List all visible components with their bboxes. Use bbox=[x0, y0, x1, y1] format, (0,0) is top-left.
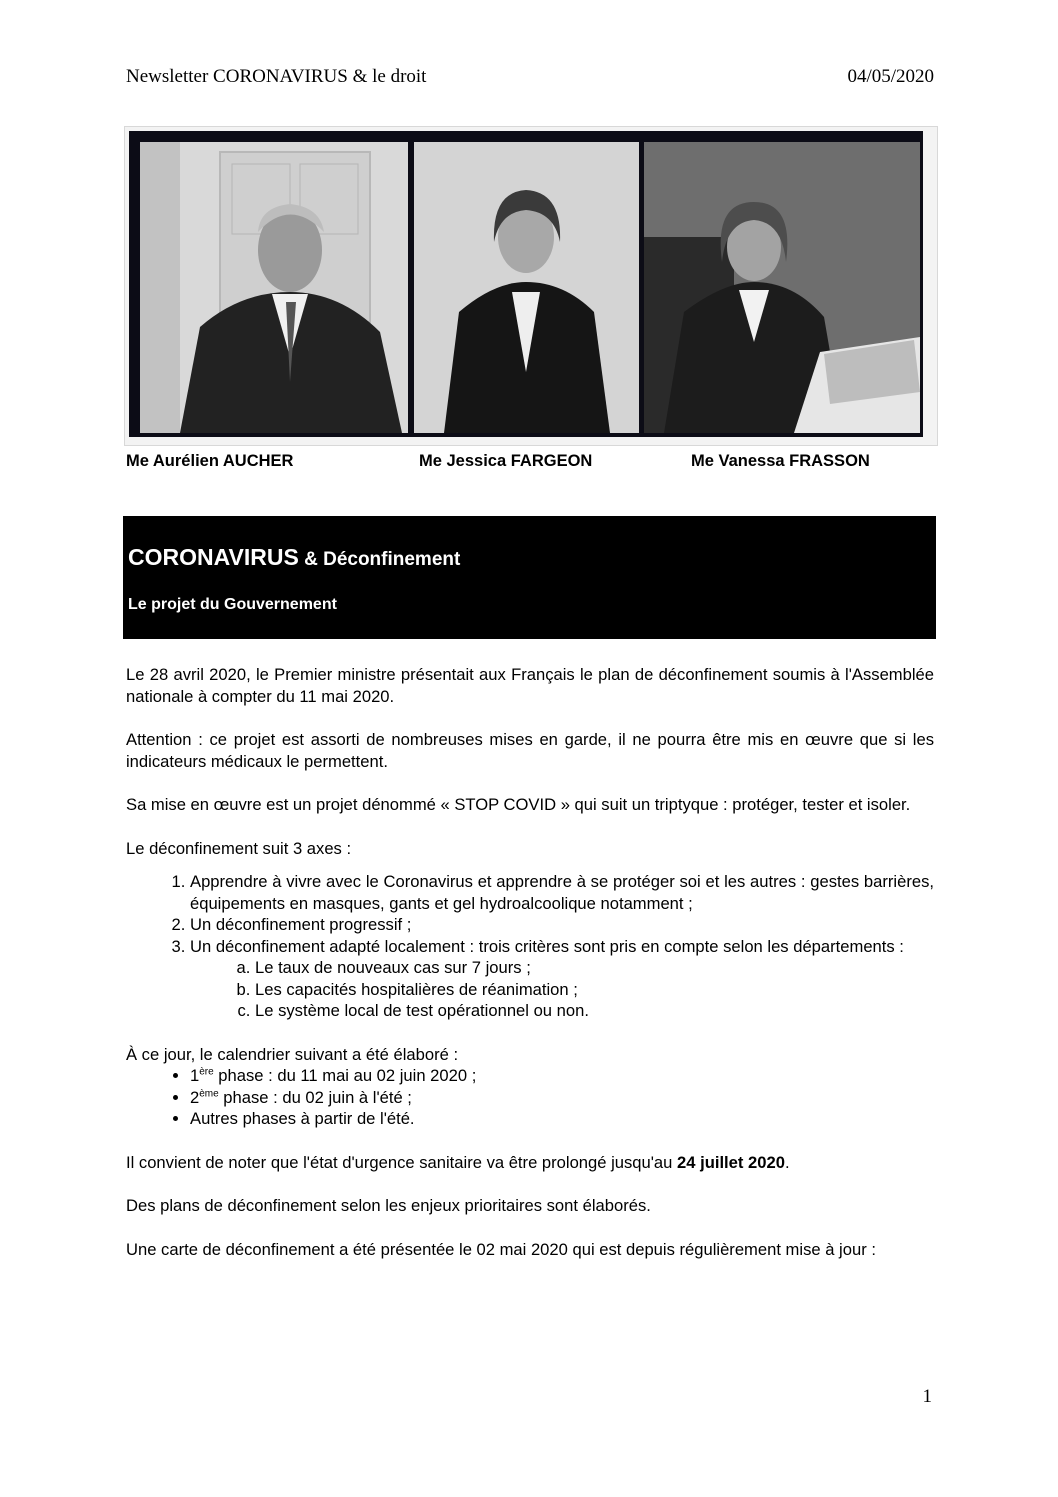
list-item bbox=[190, 936, 934, 1022]
list-item: 2. Un déconfinement progressif ; bbox=[190, 914, 934, 936]
lawyer-name-fargeon: Me Jessica FARGEON bbox=[419, 452, 593, 470]
article-body bbox=[126, 664, 934, 1282]
newsletter-title: Newsletter CORONAVIRUS & le droit bbox=[126, 66, 427, 87]
lawyer-photo-aucher bbox=[140, 142, 408, 433]
axes-list bbox=[126, 871, 934, 1022]
text-run: . bbox=[784, 1152, 790, 1172]
paragraph: Des plans de déconfinement selon les enjeux prioritaires sont élaborés. bbox=[126, 1196, 651, 1215]
section-subtitle: Le projet du Gouvernement bbox=[128, 596, 337, 613]
list-item bbox=[190, 1087, 934, 1109]
lawyer-photo-frasson bbox=[644, 142, 920, 433]
paragraph bbox=[126, 1152, 934, 1174]
phase-ordinal: ème bbox=[199, 1087, 219, 1099]
paragraph: Le 28 avril 2020, le Premier ministre présentait aux Français le plan de déconfinement soumis à l'Assemblée nationale à compter du 11 mai 2020. bbox=[126, 665, 934, 706]
phase-number: 2 bbox=[190, 1087, 200, 1107]
phase-text: phase : du 11 mai au 02 juin 2020 ; bbox=[213, 1066, 477, 1085]
list-item: a. Le taux de nouveaux cas sur 7 jours ; bbox=[255, 957, 934, 979]
phase-text: phase : du 02 juin à l'été ; bbox=[218, 1087, 412, 1107]
highlight-date: 24 juillet 2020 bbox=[677, 1152, 785, 1172]
list-item bbox=[190, 1065, 934, 1087]
page-number: 1 bbox=[922, 1386, 932, 1407]
list-item: • Autres phases à partir de l'été. bbox=[190, 1108, 934, 1130]
lawyer-name-aucher: Me Aurélien AUCHER bbox=[126, 452, 294, 470]
paragraph: Le déconfinement suit 3 axes : bbox=[126, 838, 352, 858]
newsletter-date: 04/05/2020 bbox=[847, 66, 934, 87]
list-item: b. Les capacités hospitalières de réanimation ; bbox=[255, 979, 934, 1001]
paragraph: Une carte de déconfinement a été présentée le 02 mai 2020 qui est depuis régulièrement mise à jour : bbox=[126, 1239, 876, 1259]
paragraph: À ce jour, le calendrier suivant a été élaboré : bbox=[126, 1044, 459, 1064]
criteria-list bbox=[190, 957, 934, 1022]
phase-ordinal: ère bbox=[199, 1066, 214, 1078]
lawyer-photo-fargeon bbox=[414, 142, 639, 433]
list-item-text: Un déconfinement adapté localement : trois critères sont pris en compte selon les départements : bbox=[190, 936, 904, 956]
list-item: 1. Apprendre à vivre avec le Coronavirus et apprendre à se protéger soi et les autres : gestes barrières, équipements en masques, gants et gel hydroalcoolique notamment ; bbox=[190, 871, 934, 914]
section-title-main: CORONAVIRUS bbox=[128, 544, 299, 570]
lawyer-name-frasson: Me Vanessa FRASSON bbox=[691, 452, 870, 470]
lawyer-photo-banner bbox=[124, 126, 938, 446]
section-title bbox=[128, 544, 460, 571]
paragraph: Sa mise en œuvre est un projet dénommé « STOP COVID » qui suit un triptyque : protéger, tester et isoler. bbox=[126, 795, 911, 814]
phase-number: 1 bbox=[190, 1066, 200, 1085]
phases-list bbox=[126, 1065, 934, 1130]
section-banner bbox=[123, 516, 936, 639]
list-item: c. Le système local de test opérationnel ou non. bbox=[255, 1000, 934, 1022]
section-title-rest: & Déconfinement bbox=[298, 549, 461, 570]
text-run: Il convient de noter que l'état d'urgence sanitaire va être prolongé jusqu'au bbox=[126, 1152, 678, 1172]
paragraph: Attention : ce projet est assorti de nombreuses mises en garde, il ne pourra être mis en œuvre que si les indicateurs médicaux le permettent. bbox=[126, 730, 934, 771]
